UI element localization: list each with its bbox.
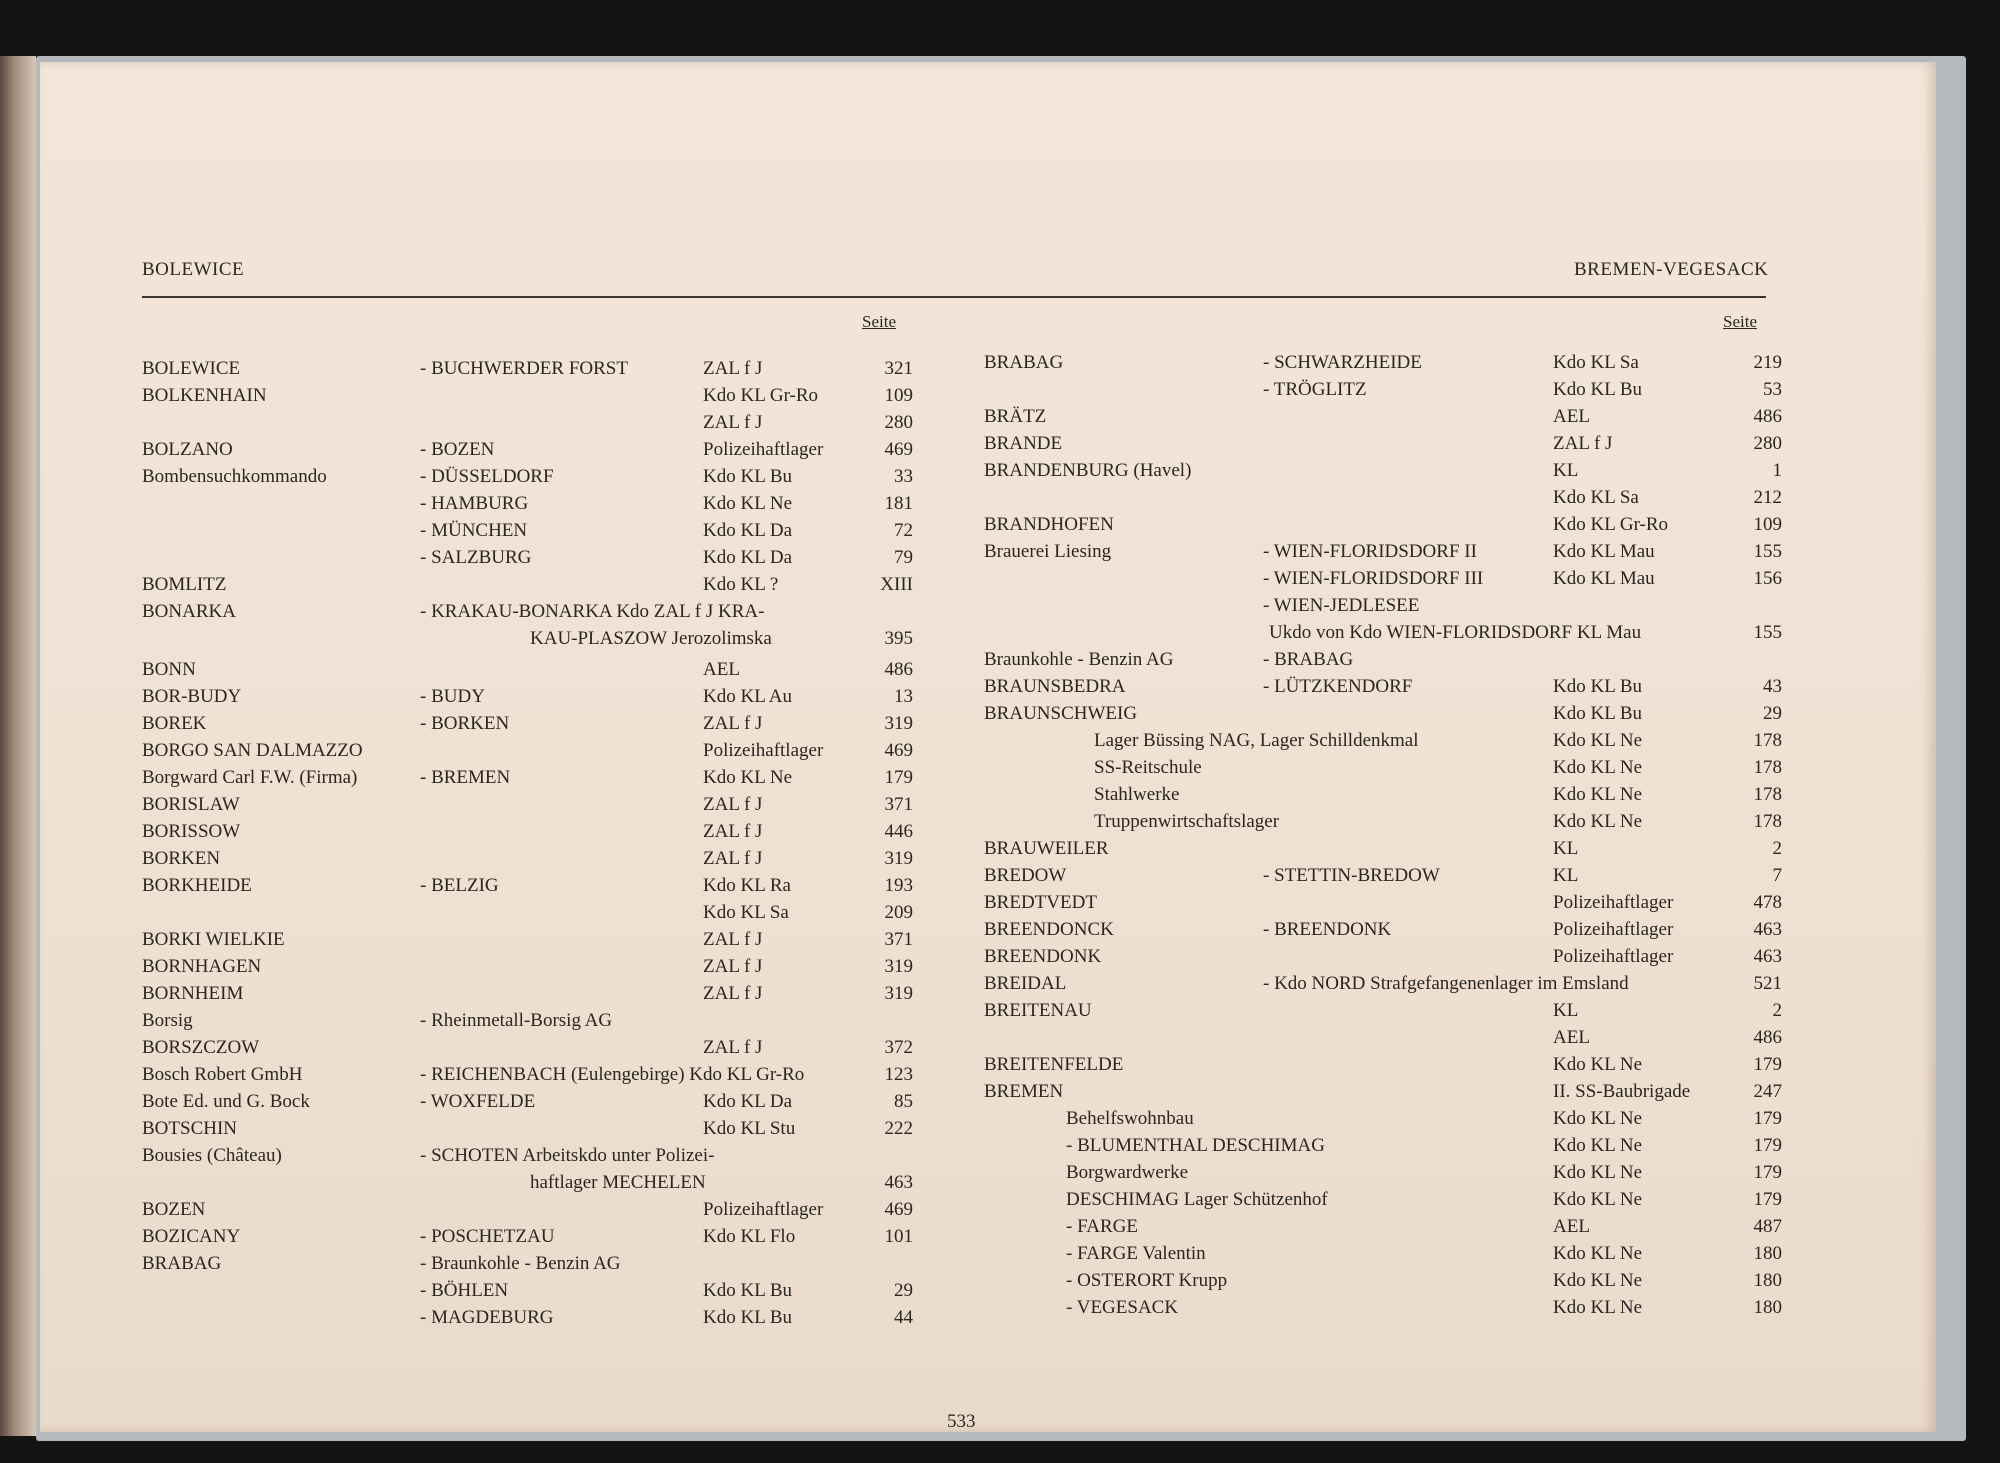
right-entry-p-19: 7: [1772, 865, 1782, 886]
left-entry-n-11: BONN: [142, 659, 196, 680]
left-entry-n-18: BORKEN: [142, 848, 221, 869]
left-entry-n-9: BONARKA: [142, 601, 236, 622]
right-entry-t-26: Kdo KL Ne: [1553, 1054, 1642, 1075]
left-entry-p-4: 33: [894, 466, 913, 487]
seite-label-right: Seite: [1723, 312, 1757, 331]
left-entry-t-2: ZAL f J: [703, 412, 763, 433]
right-entry-t-29: Kdo KL Ne: [1553, 1135, 1642, 1156]
left-entry-n-32: BOZICANY: [142, 1226, 241, 1247]
left-entry-t-18: ZAL f J: [703, 848, 763, 869]
left-entry-n-15: Borgward Carl F.W. (Firma): [142, 767, 358, 788]
left-entry-s-19: - BELZIG: [420, 875, 499, 896]
right-entry-t-16: Kdo KL Ne: [1553, 784, 1642, 805]
right-entry-p-22: 463: [1753, 946, 1782, 967]
right-entry-t-22: Polizeihaftlager: [1553, 946, 1674, 967]
book-spine-edge: [0, 56, 36, 1436]
right-entry-t-14: Kdo KL Ne: [1553, 730, 1642, 751]
right-entry-p-1: 53: [1763, 379, 1782, 400]
left-entry-t-1: Kdo KL Gr-Ro: [703, 385, 819, 406]
right-entry-t-18: KL: [1553, 838, 1579, 859]
right-entry-n-27: BREMEN: [984, 1081, 1064, 1102]
left-entry-n-16: BORISLAW: [142, 794, 240, 815]
left-entry-p-8: XIII: [880, 574, 913, 595]
left-entry-n-12: BOR-BUDY: [142, 686, 242, 707]
left-entry-t-34: Kdo KL Bu: [703, 1280, 793, 1301]
right-entry-t-19: KL: [1553, 865, 1579, 886]
right-entry-t-15: Kdo KL Ne: [1553, 757, 1642, 778]
right-entry-t-6: Kdo KL Gr-Ro: [1553, 514, 1669, 535]
right-entry-t-4: KL: [1553, 460, 1579, 481]
left-entry-s-33: - Braunkohle - Benzin AG: [420, 1253, 621, 1274]
left-entry-t-8: Kdo KL ?: [703, 574, 779, 595]
left-entry-p-3: 469: [884, 439, 913, 460]
right-entry-n-12: BRAUNSBEDRA: [984, 676, 1126, 697]
right-entry-n-4: BRANDENBURG (Havel): [984, 460, 1192, 481]
left-entry-s-7: - SALZBURG: [420, 547, 532, 568]
right-entry-s-0: - SCHWARZHEIDE: [1263, 352, 1422, 373]
left-entry-t-31: Polizeihaftlager: [703, 1199, 824, 1220]
running-head-left: BOLEWICE: [142, 259, 245, 280]
left-entry-n-24: Borsig: [142, 1010, 193, 1031]
right-entry-t-33: Kdo KL Ne: [1553, 1243, 1642, 1264]
left-entry-n-14: BORGO SAN DALMAZZO: [142, 740, 363, 761]
left-entry-s-26: - REICHENBACH (Eulengebirge) Kdo KL Gr-Ro: [420, 1064, 805, 1085]
left-entry-n-21: BORKI WIELKIE: [142, 929, 285, 950]
left-entry-s-29: - SCHOTEN Arbeitskdo unter Polizei-: [420, 1145, 715, 1166]
right-entry-n-23: BREIDAL: [984, 973, 1067, 994]
right-entry-t-8: Kdo KL Mau: [1553, 568, 1655, 589]
left-entry-p-18: 319: [884, 848, 913, 869]
right-entry-n-21: BREENDONCK: [984, 919, 1114, 940]
right-entry-t-25: AEL: [1553, 1027, 1590, 1048]
left-entry-p-35: 44: [894, 1307, 913, 1328]
left-entry-p-32: 101: [884, 1226, 913, 1247]
left-entry-p-1: 109: [884, 385, 913, 406]
left-entry-n-4: Bombensuchkommando: [142, 466, 327, 487]
left-entry-n-31: BOZEN: [142, 1199, 206, 1220]
left-entry-t-27: Kdo KL Da: [703, 1091, 792, 1112]
right-entry-s-14: Lager Büssing NAG, Lager Schilldenkmal: [1094, 730, 1419, 751]
left-entry-t-6: Kdo KL Da: [703, 520, 792, 541]
right-entry-t-35: Kdo KL Ne: [1553, 1297, 1642, 1318]
right-entry-p-4: 1: [1772, 460, 1782, 481]
left-entry-s-24: - Rheinmetall-Borsig AG: [420, 1010, 613, 1031]
right-entry-p-13: 29: [1763, 703, 1782, 724]
right-entry-t-12: Kdo KL Bu: [1553, 676, 1643, 697]
right-entry-n-18: BRAUWEILER: [984, 838, 1109, 859]
right-entry-t-1: Kdo KL Bu: [1553, 379, 1643, 400]
right-entry-p-3: 280: [1753, 433, 1782, 454]
left-entry-s-6: - MÜNCHEN: [420, 520, 528, 541]
right-entry-t-17: Kdo KL Ne: [1553, 811, 1642, 832]
right-entry-p-35: 180: [1753, 1297, 1782, 1318]
left-entry-t-23: ZAL f J: [703, 983, 763, 1004]
left-entry-t-21: ZAL f J: [703, 929, 763, 950]
left-entry-p-15: 179: [884, 767, 913, 788]
left-entry-p-5: 181: [884, 493, 913, 514]
left-entry-n-19: BORKHEIDE: [142, 875, 252, 896]
right-entry-p-6: 109: [1753, 514, 1782, 535]
left-entry-t-19: Kdo KL Ra: [703, 875, 791, 896]
left-entry-t-3: Polizeihaftlager: [703, 439, 824, 460]
left-entry-n-0: BOLEWICE: [142, 358, 241, 379]
right-entry-p-33: 180: [1753, 1243, 1782, 1264]
right-entry-s-1: - TRÖGLITZ: [1263, 379, 1367, 400]
left-entry-t-17: ZAL f J: [703, 821, 763, 842]
right-entry-t-3: ZAL f J: [1553, 433, 1613, 454]
right-entry-t-20: Polizeihaftlager: [1553, 892, 1674, 913]
seite-label-left: Seite: [862, 312, 896, 331]
right-entry-p-29: 179: [1753, 1135, 1782, 1156]
right-entry-p-34: 180: [1753, 1270, 1782, 1291]
left-entry-n-23: BORNHEIM: [142, 983, 244, 1004]
right-entry-p-16: 178: [1753, 784, 1782, 805]
right-entry-s-33: - FARGE Valentin: [1066, 1243, 1206, 1264]
left-entry-t-11: AEL: [703, 659, 740, 680]
left-entry-p-28: 222: [884, 1118, 913, 1139]
left-entry-t-7: Kdo KL Da: [703, 547, 792, 568]
right-entry-t-30: Kdo KL Ne: [1553, 1162, 1642, 1183]
right-entry-s-21: - BREENDONK: [1263, 919, 1392, 940]
right-entry-p-20: 478: [1753, 892, 1782, 913]
right-entry-s-23: - Kdo NORD Strafgefangenenlager im Emsland: [1263, 973, 1629, 994]
left-entry-p-30: 463: [884, 1172, 913, 1193]
left-entry-t-13: ZAL f J: [703, 713, 763, 734]
left-entry-t-0: ZAL f J: [703, 358, 763, 379]
left-entry-s-35: - MAGDEBURG: [420, 1307, 554, 1328]
left-entry-t-22: ZAL f J: [703, 956, 763, 977]
right-entry-t-34: Kdo KL Ne: [1553, 1270, 1642, 1291]
right-entry-s-17: Truppenwirtschaftslager: [1094, 811, 1280, 832]
right-entry-n-6: BRANDHOFEN: [984, 514, 1114, 535]
right-entry-s-15: SS-Reitschule: [1094, 757, 1202, 778]
right-entry-t-32: AEL: [1553, 1216, 1590, 1237]
right-entry-s-8: - WIEN-FLORIDSDORF III: [1263, 568, 1484, 589]
left-entry-n-27: Bote Ed. und G. Bock: [142, 1091, 310, 1112]
left-entry-p-14: 469: [884, 740, 913, 761]
right-entry-t-5: Kdo KL Sa: [1553, 487, 1639, 508]
right-entry-s-12: - LÜTZKENDORF: [1263, 676, 1413, 697]
left-entry-p-13: 319: [884, 713, 913, 734]
right-entry-p-23: 521: [1753, 973, 1782, 994]
left-entry-p-27: 85: [894, 1091, 913, 1112]
right-entry-t-0: Kdo KL Sa: [1553, 352, 1639, 373]
right-entry-s-34: - OSTERORT Krupp: [1066, 1270, 1228, 1291]
left-entry-n-13: BOREK: [142, 713, 207, 734]
right-entry-p-21: 463: [1753, 919, 1782, 940]
right-entry-s-19: - STETTIN-BREDOW: [1263, 865, 1440, 886]
left-entry-t-5: Kdo KL Ne: [703, 493, 792, 514]
right-entry-p-27: 247: [1753, 1081, 1782, 1102]
right-entry-s-11: - BRABAG: [1263, 649, 1354, 670]
right-entry-t-24: KL: [1553, 1000, 1579, 1021]
right-entry-p-28: 179: [1753, 1108, 1782, 1129]
left-entry-t-16: ZAL f J: [703, 794, 763, 815]
left-entry-p-16: 371: [884, 794, 913, 815]
right-entry-p-18: 2: [1772, 838, 1782, 859]
left-entry-s-3: - BOZEN: [420, 439, 495, 460]
left-entry-n-28: BOTSCHIN: [142, 1118, 238, 1139]
left-entry-p-20: 209: [884, 902, 913, 923]
left-entry-n-8: BOMLITZ: [142, 574, 227, 595]
left-entry-t-35: Kdo KL Bu: [703, 1307, 793, 1328]
left-entry-p-17: 446: [884, 821, 913, 842]
right-entry-t-21: Polizeihaftlager: [1553, 919, 1674, 940]
left-entry-p-11: 486: [884, 659, 913, 680]
right-entry-p-14: 178: [1753, 730, 1782, 751]
left-entry-n-25: BORSZCZOW: [142, 1037, 260, 1058]
right-entry-p-26: 179: [1753, 1054, 1782, 1075]
right-entry-n-20: BREDTVEDT: [984, 892, 1097, 913]
right-entry-s-31: DESCHIMAG Lager Schützenhof: [1066, 1189, 1328, 1210]
left-entry-s-30: haftlager MECHELEN: [530, 1172, 706, 1193]
right-entry-n-22: BREENDONK: [984, 946, 1102, 967]
left-entry-s-9: - KRAKAU-BONARKA Kdo ZAL f J KRA-: [420, 601, 765, 622]
left-entry-s-15: - BREMEN: [420, 767, 511, 788]
left-entry-s-0: - BUCHWERDER FORST: [420, 358, 628, 379]
right-entry-n-3: BRANDE: [984, 433, 1063, 454]
left-entry-t-32: Kdo KL Flo: [703, 1226, 796, 1247]
right-entry-p-8: 156: [1753, 568, 1782, 589]
left-entry-t-25: ZAL f J: [703, 1037, 763, 1058]
left-entry-n-1: BOLKENHAIN: [142, 385, 267, 406]
page-number: 533: [947, 1411, 976, 1432]
right-entry-t-28: Kdo KL Ne: [1553, 1108, 1642, 1129]
left-entry-s-10: KAU-PLASZOW Jerozolimska: [530, 628, 772, 649]
left-entry-n-3: BOLZANO: [142, 439, 233, 460]
book-page: [40, 62, 1936, 1432]
right-entry-n-24: BREITENAU: [984, 1000, 1092, 1021]
left-entry-s-12: - BUDY: [420, 686, 485, 707]
left-entry-n-33: BRABAG: [142, 1253, 222, 1274]
right-entry-p-10: 155: [1753, 622, 1782, 643]
left-entry-t-15: Kdo KL Ne: [703, 767, 792, 788]
right-entry-n-2: BRÄTZ: [984, 406, 1047, 427]
left-entry-t-28: Kdo KL Stu: [703, 1118, 796, 1139]
left-entry-p-12: 13: [894, 686, 913, 707]
right-entry-s-7: - WIEN-FLORIDSDORF II: [1263, 541, 1477, 562]
right-entry-n-7: Brauerei Liesing: [984, 541, 1112, 562]
left-entry-p-22: 319: [884, 956, 913, 977]
right-entry-s-35: - VEGESACK: [1066, 1297, 1179, 1318]
right-entry-p-12: 43: [1763, 676, 1782, 697]
right-entry-s-28: Behelfswohnbau: [1066, 1108, 1194, 1129]
right-entry-s-16: Stahlwerke: [1094, 784, 1180, 805]
left-entry-s-32: - POSCHETZAU: [420, 1226, 555, 1247]
left-entry-s-27: - WOXFELDE: [420, 1091, 536, 1112]
right-entry-p-31: 179: [1753, 1189, 1782, 1210]
right-entry-p-24: 2: [1772, 1000, 1782, 1021]
right-entry-p-5: 212: [1753, 487, 1782, 508]
running-head-right: BREMEN-VEGESACK: [1574, 259, 1769, 280]
right-entry-p-30: 179: [1753, 1162, 1782, 1183]
left-entry-t-4: Kdo KL Bu: [703, 466, 793, 487]
right-entry-n-13: BRAUNSCHWEIG: [984, 703, 1138, 724]
left-entry-p-19: 193: [884, 875, 913, 896]
left-entry-p-26: 123: [884, 1064, 913, 1085]
right-entry-t-2: AEL: [1553, 406, 1590, 427]
left-entry-p-10: 395: [884, 628, 913, 649]
right-entry-s-29: - BLUMENTHAL DESCHIMAG: [1066, 1135, 1325, 1156]
right-entry-s-32: - FARGE: [1066, 1216, 1138, 1237]
header-rule: [142, 296, 1766, 298]
left-entry-t-14: Polizeihaftlager: [703, 740, 824, 761]
left-entry-n-17: BORISSOW: [142, 821, 241, 842]
right-entry-n-19: BREDOW: [984, 865, 1067, 886]
left-entry-s-4: - DÜSSELDORF: [420, 466, 554, 487]
right-entry-p-7: 155: [1753, 541, 1782, 562]
left-entry-p-31: 469: [884, 1199, 913, 1220]
left-entry-p-0: 321: [884, 358, 913, 379]
right-entry-s-9: - WIEN-JEDLESEE: [1263, 595, 1420, 616]
left-entry-t-20: Kdo KL Sa: [703, 902, 789, 923]
right-entry-p-17: 178: [1753, 811, 1782, 832]
right-entry-p-2: 486: [1753, 406, 1782, 427]
left-entry-n-29: Bousies (Château): [142, 1145, 282, 1166]
right-entry-p-15: 178: [1753, 757, 1782, 778]
right-entry-p-32: 487: [1753, 1216, 1782, 1237]
left-entry-n-26: Bosch Robert GmbH: [142, 1064, 303, 1085]
right-entry-s-30: Borgwardwerke: [1066, 1162, 1189, 1183]
right-entry-n-11: Braunkohle - Benzin AG: [984, 649, 1174, 670]
right-entry-n-26: BREITENFELDE: [984, 1054, 1124, 1075]
left-entry-s-5: - HAMBURG: [420, 493, 529, 514]
left-entry-p-23: 319: [884, 983, 913, 1004]
right-entry-p-25: 486: [1753, 1027, 1782, 1048]
right-entry-n-0: BRABAG: [984, 352, 1064, 373]
right-entry-t-7: Kdo KL Mau: [1553, 541, 1655, 562]
right-entry-t-31: Kdo KL Ne: [1553, 1189, 1642, 1210]
left-entry-s-13: - BORKEN: [420, 713, 510, 734]
left-entry-n-22: BORNHAGEN: [142, 956, 262, 977]
right-entry-t-27: II. SS-Baubrigade: [1553, 1081, 1691, 1102]
left-entry-p-34: 29: [894, 1280, 913, 1301]
right-entry-t-13: Kdo KL Bu: [1553, 703, 1643, 724]
left-entry-p-7: 79: [894, 547, 913, 568]
left-entry-p-25: 372: [884, 1037, 913, 1058]
left-entry-p-2: 280: [884, 412, 913, 433]
right-entry-p-0: 219: [1753, 352, 1782, 373]
left-entry-p-6: 72: [894, 520, 913, 541]
left-entry-s-34: - BÖHLEN: [420, 1280, 509, 1301]
right-entry-s-10: Ukdo von Kdo WIEN-FLORIDSDORF KL Mau: [1269, 622, 1642, 643]
left-entry-p-21: 371: [884, 929, 913, 950]
left-entry-t-12: Kdo KL Au: [703, 686, 793, 707]
